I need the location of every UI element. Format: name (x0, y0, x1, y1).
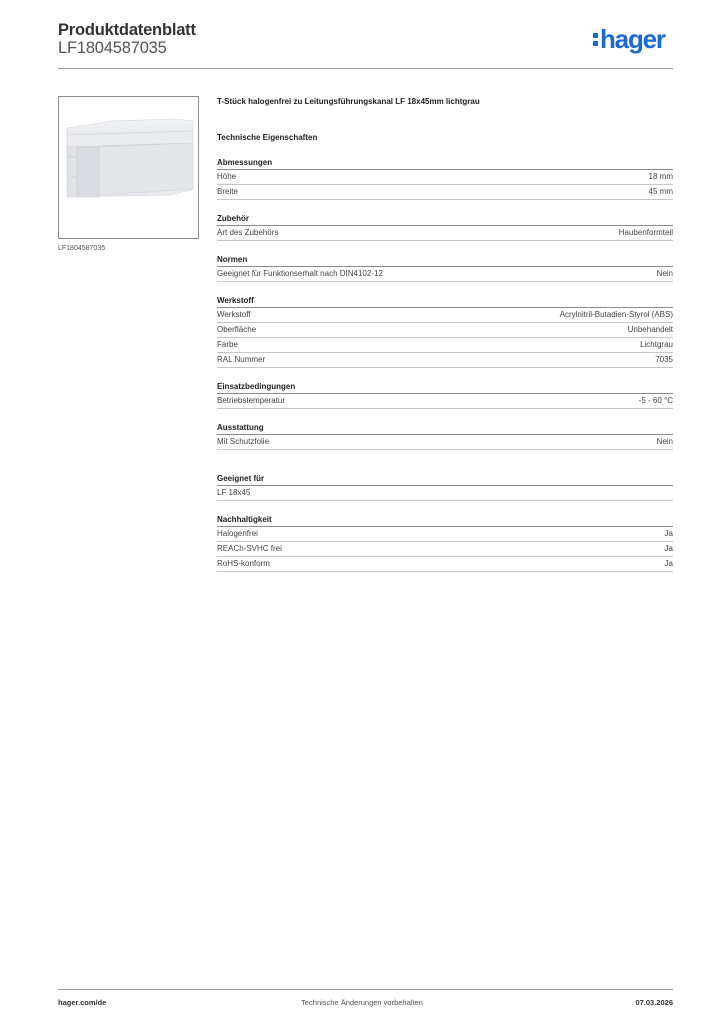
spec-value: Acrylnitril-Butadien-Styrol (ABS) (559, 310, 673, 319)
section-title: Normen (217, 254, 673, 267)
spec-content (217, 95, 673, 572)
product-title: T-Stück halogenfrei zu Leitungsführungskanal LF 18x45mm lichtgrau (217, 97, 480, 106)
spec-value: Nein (656, 269, 673, 278)
section-title: Abmessungen (217, 157, 673, 170)
spec-value: -5 - 60 °C (638, 396, 673, 405)
spec-row (217, 527, 673, 542)
spec-row (217, 323, 673, 338)
spec-section-einsatzbedingungen (217, 381, 673, 409)
section-title: Zubehör (217, 213, 673, 226)
section-title: Ausstattung (217, 422, 673, 435)
spec-label: Breite (217, 187, 238, 196)
spec-value: 45 mm (648, 187, 673, 196)
spec-value: Ja (664, 544, 673, 553)
section-title: Nachhaltigkeit (217, 514, 673, 527)
spec-label: LF 18x45 (217, 488, 251, 497)
spec-row (217, 486, 673, 501)
spec-row (217, 226, 673, 241)
spec-row (217, 338, 673, 353)
spec-label: Betriebstemperatur (217, 396, 286, 405)
spec-section-zubehoer (217, 213, 673, 241)
spec-row (217, 308, 673, 323)
footer-divider (58, 989, 673, 990)
spec-label: Höhe (217, 172, 237, 181)
spec-label: Art des Zubehörs (217, 228, 279, 237)
page-title: Produktdatenblatt (58, 21, 196, 39)
section-title: Einsatzbedingungen (217, 381, 673, 394)
spec-section-abmessungen (217, 157, 673, 200)
spec-label: Oberfläche (217, 325, 257, 334)
spec-label: RAL Nummer (217, 355, 266, 364)
spec-value: Haubenformteil (618, 228, 673, 237)
spec-row (217, 435, 673, 450)
spec-section-werkstoff (217, 295, 673, 368)
spec-label: Werkstoff (217, 310, 251, 319)
spec-label: Halogenfrei (217, 529, 258, 538)
spec-value: Lichtgrau (640, 340, 673, 349)
section-title: Geeignet für (217, 473, 673, 486)
spec-row (217, 353, 673, 368)
spec-value: Ja (664, 529, 673, 538)
spec-section-nachhaltigkeit (217, 514, 673, 572)
spec-section-ausstattung (217, 422, 673, 450)
footer-date: 07.03.2026 (635, 998, 673, 1007)
spec-section-geeignet-fuer (217, 473, 673, 501)
spec-value: Nein (656, 437, 673, 446)
spec-row (217, 557, 673, 572)
spec-value: Unbehandelt (627, 325, 673, 334)
spec-row (217, 542, 673, 557)
footer-disclaimer: Technische Änderungen vorbehalten (301, 998, 423, 1007)
logo-text: hager (600, 24, 665, 54)
spec-value: Ja (664, 559, 673, 568)
spec-label: RoHS-konform (217, 559, 270, 568)
technical-properties-heading: Technische Eigenschaften (217, 133, 318, 142)
section-title: Werkstoff (217, 295, 673, 308)
spec-section-normen (217, 254, 673, 282)
spec-label: REACh-SVHC frei (217, 544, 282, 553)
spec-row (217, 394, 673, 409)
spec-label: Geeignet für Funktionserhalt nach DIN4102-12 (217, 269, 383, 278)
spec-row (217, 170, 673, 185)
image-caption: LF1804587035 (58, 245, 106, 252)
spec-label: Mit Schutzfolie (217, 437, 270, 446)
logo-mark-icon (593, 33, 598, 46)
spec-value: 7035 (655, 355, 673, 364)
article-number: LF1804587035 (58, 39, 167, 57)
spec-row (217, 185, 673, 200)
footer-website: hager.com/de (58, 998, 107, 1007)
spec-row (217, 267, 673, 282)
header-divider (58, 68, 673, 69)
hager-logo (593, 26, 665, 56)
product-image (58, 96, 199, 239)
spec-value: 18 mm (648, 172, 673, 181)
spec-label: Farbe (217, 340, 238, 349)
